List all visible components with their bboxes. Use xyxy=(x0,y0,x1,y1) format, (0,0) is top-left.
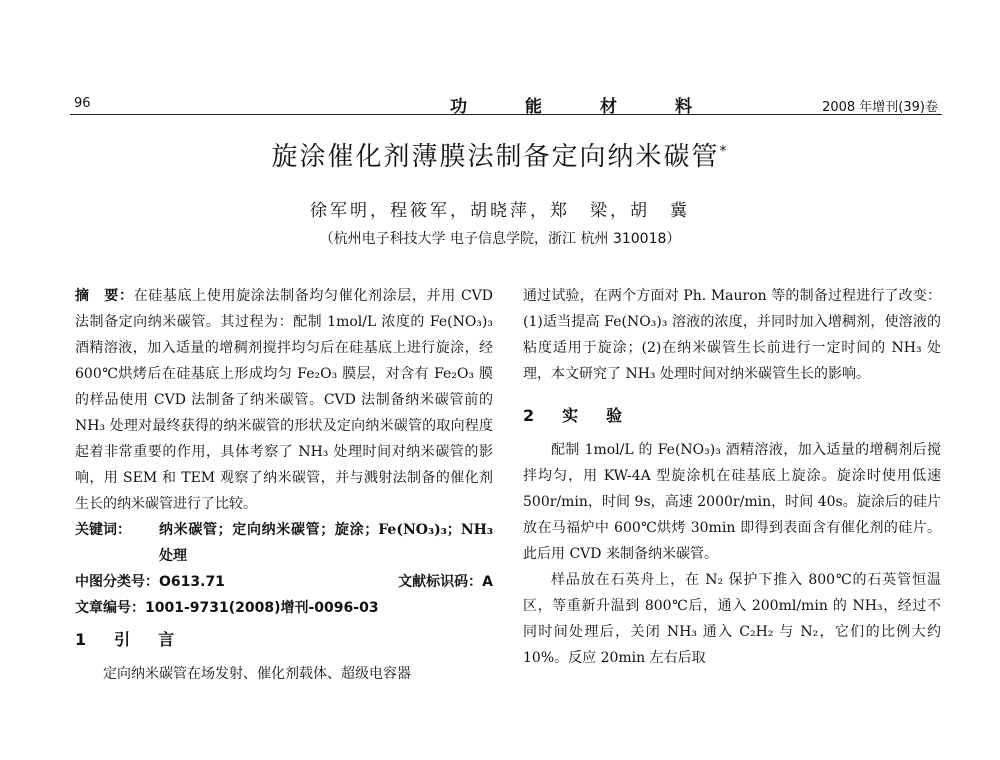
running-header xyxy=(70,92,942,115)
intro-continuation: 通过试验，在两个方面对 Ph. Mauron 等的制备过程进行了改变：(1)适当提高 Fe(NO₃)₃ 溶液的浓度，并同时加入增稠剂，使溶液的粘度适用于旋涂；(2)在纳米碳管生长前进行一定时间的 NH₃ 处理，本文研究了 NH₃ 处理时间对纳米碳管生长的影响。 xyxy=(523,288,941,382)
clc-number: 中图分类号：O613.71 xyxy=(75,574,225,590)
keywords-text: 纳米碳管；定向纳米碳管；旋涂；Fe(NO₃)₃；NH₃ 处理 xyxy=(159,522,493,564)
affiliation: （杭州电子科技大学 电子信息学院，浙江 杭州 310018） xyxy=(319,231,681,247)
section-2-paragraph-2: 样品放在石英舟上，在 N₂ 保护下推入 800℃的石英管恒温区，等重新升温到 800℃后，通入 200ml/min 的 NH₃，经过不同时间处理后，关闭 NH₃ 通入 C₂H₂ 与 N₂，它们的比例大约 10%。反应 20min 左右后取 xyxy=(523,572,941,666)
abstract-label: 摘 要： xyxy=(75,288,134,304)
title-footnote-mark: * xyxy=(719,143,729,160)
abstract xyxy=(75,283,493,517)
author-list: 徐军明，程筱军，胡晓萍，郑 梁，胡 冀 xyxy=(310,201,690,221)
article-number: 文章编号：1001-9731(2008)增刊-0096-03 xyxy=(75,600,379,616)
section-2-paragraph-1: 配制 1mol/L 的 Fe(NO₃)₃ 酒精溶液，加入适量的增稠剂后搅拌均匀，用 KW-4A 型旋涂机在硅基底上旋涂。旋涂时使用低速 500r/min，时间 9s，高速 2000r/min，时间 40s。旋涂后的硅片放在马福炉中 600℃烘烤 30min 即得到表面含有催化剂的硅片。此后用 CVD 来制备纳米碳管。 xyxy=(523,442,941,562)
journal-name: 功能材料 xyxy=(450,97,750,117)
classification-row xyxy=(75,569,493,595)
keywords-label: 关键词： xyxy=(75,522,131,538)
section-2-heading: 2 实 验 xyxy=(523,406,629,425)
document-code: 文献标识码：A xyxy=(398,574,493,590)
page-number: 96 xyxy=(74,96,91,111)
abstract-text: 在硅基底上使用旋涂法制备均匀催化剂涂层，并用 CVD 法制备定向纳米碳管。其过程为：配制 1mol/L 浓度的 Fe(NO₃)₃ 酒精溶液，加入适量的增稠剂搅拌均匀后在硅基底上进行旋涂，经 600℃烘烤后在硅基底上形成均匀 Fe₂O₃ 膜层，对含有 Fe₂O₃ 膜的样品使用 CVD 法制备了纳米碳管。CVD 法制备纳米碳管前的 NH₃ 处理对最终获得的纳米碳管的形状及定向纳米碳管的取向程度起着非常重要的作用，具体考察了 NH₃ 处理时间对纳米碳管的影响，用 SEM 和 TEM 观察了纳米碳管，并与溅射法制备的催化剂生长的纳米碳管进行了比较。 xyxy=(75,288,493,512)
right-column xyxy=(523,283,941,671)
left-column xyxy=(75,283,493,687)
keywords xyxy=(75,517,493,569)
paper-title: 旋涂催化剂薄膜法制备定向纳米碳管* xyxy=(271,142,729,172)
issue-info: 2008 年增刊(39)卷 xyxy=(822,100,938,115)
section-1-heading: 1 引 言 xyxy=(75,630,181,649)
section-1-text: 定向纳米碳管在场发射、催化剂载体、超级电容器 xyxy=(103,666,411,682)
